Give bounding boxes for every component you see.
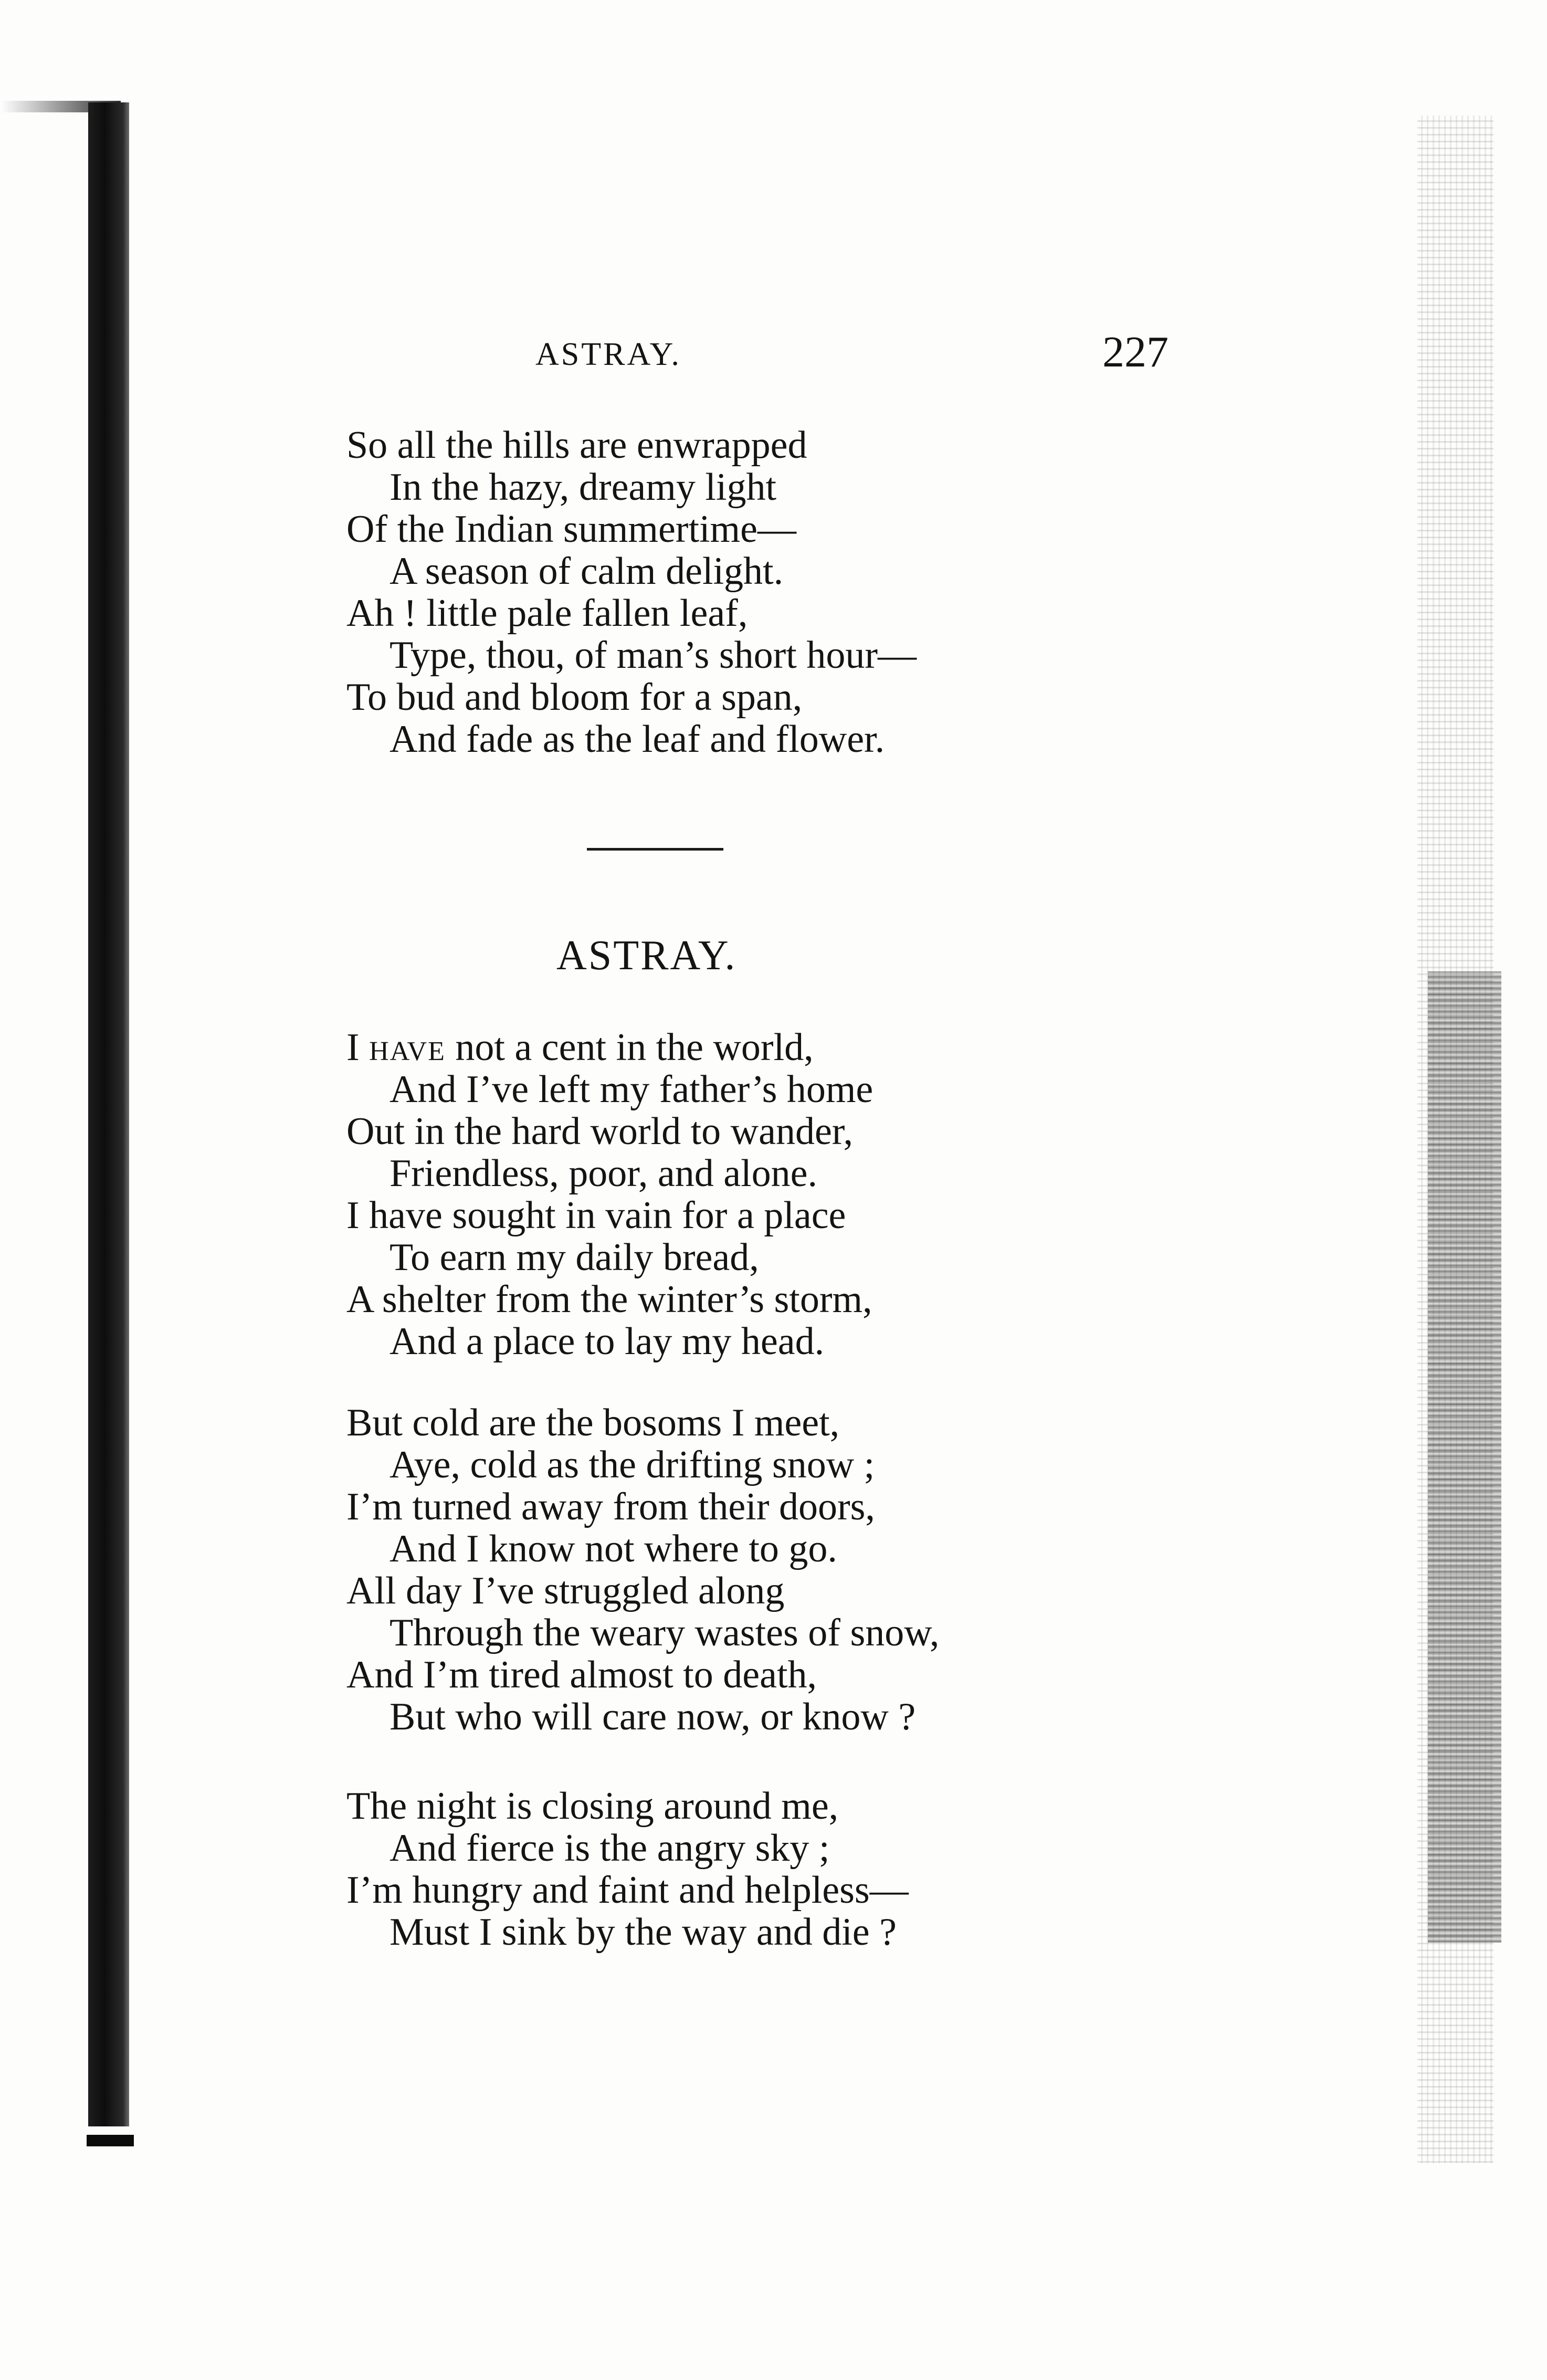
- poem-line: The night is closing around me,: [346, 1785, 839, 1828]
- poem-line: I have sought in vain for a place: [346, 1194, 846, 1237]
- poem-line: Friendless, poor, and alone.: [390, 1152, 817, 1195]
- first-word-smallcaps: have: [369, 1026, 446, 1069]
- poem-line: I’m hungry and faint and helpless—: [346, 1869, 909, 1912]
- poem-line: Of the Indian summertime—: [346, 508, 796, 551]
- poem-title: ASTRAY.: [556, 932, 737, 979]
- binding-shadow-notch: [87, 2135, 134, 2146]
- poem-line: I’m turned away from their doors,: [346, 1485, 875, 1528]
- page-number: 227: [1102, 328, 1169, 376]
- section-divider-rule: [587, 848, 723, 851]
- running-head: ASTRAY.: [535, 337, 681, 372]
- poem-line: Ah ! little pale fallen leaf,: [346, 592, 748, 635]
- poem-line: A shelter from the winter’s storm,: [346, 1278, 872, 1321]
- poem-line: Aye, cold as the drifting snow ;: [390, 1443, 875, 1486]
- poem-line: Out in the hard world to wander,: [346, 1110, 853, 1153]
- poem-stanza-2: [346, 1402, 939, 1738]
- poem-line: But cold are the bosoms I meet,: [346, 1401, 840, 1444]
- right-gutter-noise-dense: [1428, 971, 1501, 1943]
- poem-line: And I’ve left my father’s home: [390, 1068, 874, 1111]
- poem-line: And I’m tired almost to death,: [346, 1653, 817, 1696]
- binding-shadow-strip: [88, 102, 129, 2126]
- poem-line: And a place to lay my head.: [390, 1320, 825, 1363]
- poem-line: Type, thou, of man’s short hour—: [390, 634, 917, 677]
- poem-line: A season of calm delight.: [390, 550, 784, 593]
- poem-line: Through the weary wastes of snow,: [390, 1611, 940, 1654]
- poem-stanza-3: [346, 1785, 909, 1953]
- previous-poem-stanza: [346, 424, 917, 760]
- poem-line: In the hazy, dreamy light: [390, 466, 777, 509]
- poem-stanza-1: [346, 1026, 873, 1362]
- poem-line: All day I’ve struggled along: [346, 1569, 785, 1612]
- poem-line: And fierce is the angry sky ;: [390, 1827, 830, 1870]
- poem-line: So all the hills are enwrapped: [346, 424, 807, 467]
- poem-line: To bud and bloom for a span,: [346, 676, 803, 719]
- first-line-rest: not a cent in the world,: [445, 1026, 814, 1069]
- poem-first-line: [346, 1026, 873, 1068]
- poem-line: But who will care now, or know ?: [390, 1695, 916, 1738]
- poem-line: Must I sink by the way and die ?: [390, 1911, 897, 1954]
- poem-line: And I know not where to go.: [390, 1527, 837, 1570]
- poem-line: And fade as the leaf and flower.: [390, 718, 885, 761]
- poem-line: To earn my daily bread,: [390, 1236, 759, 1279]
- first-word: I: [346, 1026, 370, 1069]
